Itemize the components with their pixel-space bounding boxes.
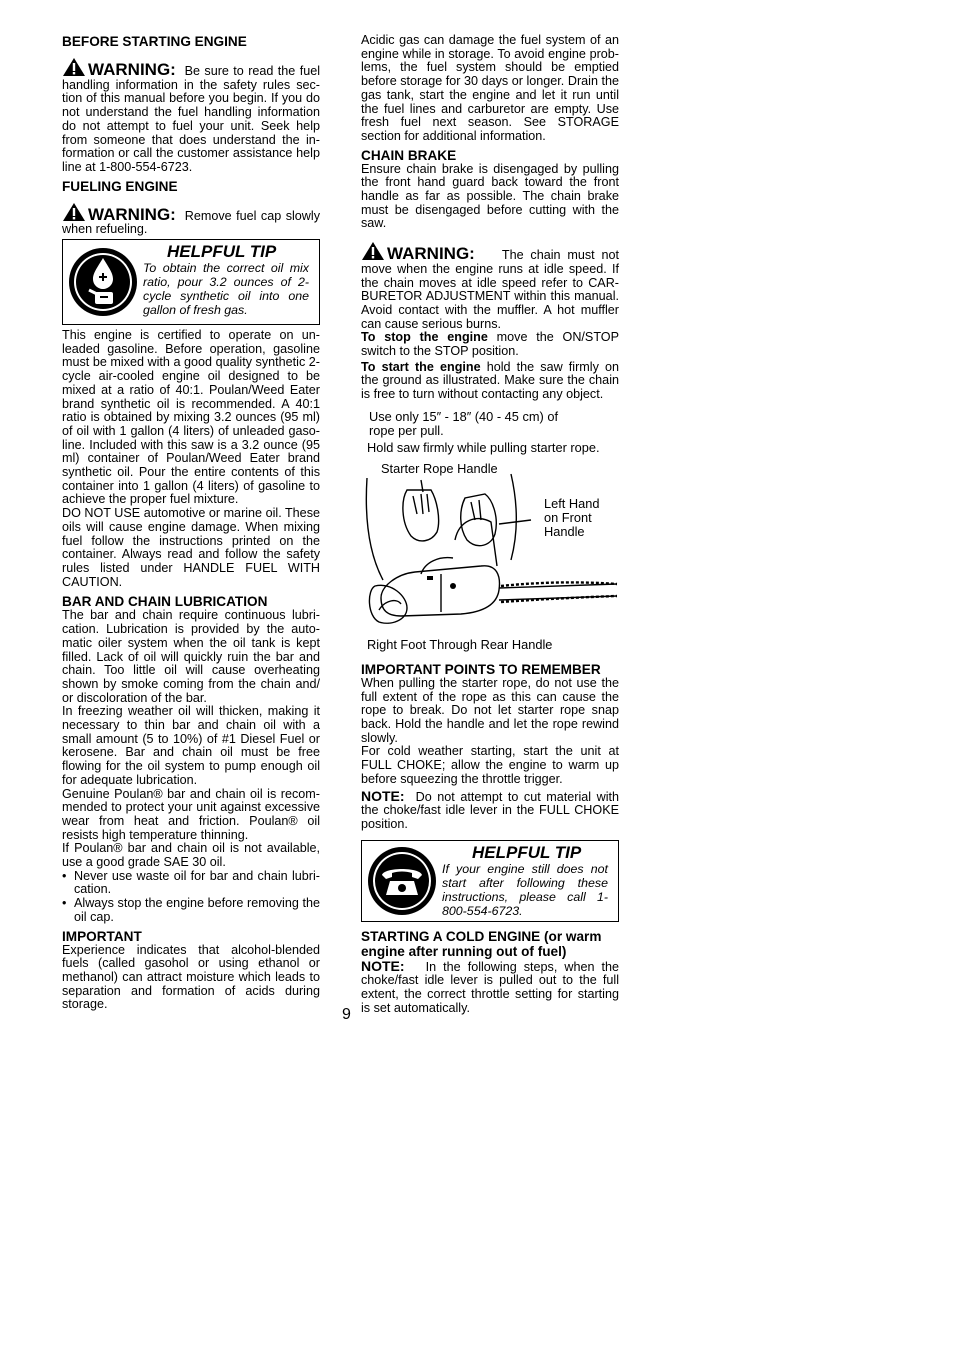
start-engine-paragraph	[361, 361, 619, 402]
important-points-paragraph-2: For cold weather starting, start the unit at FULL CHOKE; allow the engine to warm up before squeezing the throttle trigger.	[361, 744, 619, 786]
stop-engine-paragraph	[361, 331, 619, 358]
before-starting-heading: BEFORE STARTING ENGINE	[62, 34, 247, 49]
list-item: • Always stop the engine before removing the oil cap.	[74, 897, 320, 924]
note-text: In the following steps, when the choke/fast idle lever is pulled out to the full extent, the correct throttle setting for starting is set automatically.	[361, 959, 619, 1015]
lubrication-paragraph-4: If Poulan® bar and chain oil is not available, use a good grade SAE 30 oil.	[62, 841, 320, 870]
warning-chain-idle	[361, 241, 619, 331]
helpful-tip-title: HELPFUL TIP	[472, 842, 582, 862]
acidic-gas-paragraph: Acidic gas can damage the fuel system of an engine while in storage. To avoid engine problems, the fuel system should be emptied before storage for 30 days or longer. Drain the gas tank, start the engine and let it run until the fuel lines and carburetor are empty. Use fresh fuel next season. See STORAGE section for additional information.	[361, 33, 619, 143]
important-paragraph: Experience indicates that alcohol-blended fuels (called gasohol or using ethanol or methanol) can attract moisture which leads to separation and formation of acids during storage.	[62, 942, 320, 1012]
warning-triangle-icon	[361, 241, 385, 261]
chainsaw-starting-illustration	[361, 470, 619, 630]
note-full-choke	[361, 787, 620, 832]
warning-label: WARNING:	[387, 244, 475, 264]
warning-triangle-icon	[62, 57, 86, 77]
note-label: NOTE:	[361, 957, 405, 974]
start-engine-label: To start the engine	[361, 359, 481, 374]
label-line: Left Hand	[544, 495, 600, 511]
phone-icon	[366, 845, 438, 917]
warning-triangle-icon	[62, 202, 86, 222]
lubrication-paragraph-3: Genuine Poulan® bar and chain oil is recommended to protect your unit against excessive wear from heat and friction. Poulan® oil resists high temperature thinning.	[62, 786, 320, 842]
fuel-paragraph-2: DO NOT USE automotive or marine oil. These oils will cause engine damage. When mixing fuel follow the instructions printed on the container. Always read and follow the safety rules listed under HANDLE FUEL WITH CAUTION.	[62, 506, 320, 589]
label-line: on Front	[544, 509, 592, 525]
tip-icon-area	[63, 240, 143, 324]
chain-brake-paragraph: Ensure chain brake is disengaged by pulling the front hand guard back toward the front handle as far as possible. The chain brake must be disengaged before cutting with the saw.	[361, 161, 619, 231]
label-starter-rope-handle: Starter Rope Handle	[381, 460, 498, 476]
warning-text: The chain must not move when the engine runs at idle speed. If the chain moves at idle speed refer to CARBURETOR ADJUSTMENT within this manual. Avoid contact with the muffler. A hot muffler can cause serious burns.	[361, 248, 619, 331]
starting-cold-engine-heading: STARTING A COLD ENGINE (or warm engine after running out of fuel)	[361, 928, 602, 959]
bar-chain-lubrication-heading: BAR AND CHAIN LUBRICATION	[62, 594, 268, 610]
lubrication-paragraph-2: In freezing weather oil will thicken, making it necessary to thin bar and chain oil with a small amount (5 to 10%) of #1 Diesel Fuel or kerosene. Bar and chain oil must be free flowing for the oil system to pump enough oil for adequate lubrication.	[62, 704, 320, 787]
starting-figure	[361, 410, 619, 656]
list-item: • Never use waste oil for bar and chain lubrication.	[74, 870, 320, 897]
helpful-tip-text: To obtain the correct oil mix ratio, pour 3.2 ounces of 2-cycle synthetic oil into one gallon of fresh gas.	[143, 261, 309, 318]
helpful-tip-call	[361, 840, 619, 922]
stop-engine-label: To stop the engine	[361, 330, 488, 345]
chain-brake-heading: CHAIN BRAKE	[361, 147, 457, 163]
warning-fuel-cap	[62, 202, 320, 237]
figure-caption-line: rope per pull.	[369, 423, 444, 439]
figure-caption-line: Use only 15″ - 18″ (40 - 45 cm) of	[369, 408, 559, 424]
left-column	[62, 34, 320, 1012]
warning-fuel-handling	[62, 57, 320, 175]
label-right-foot-rear-handle: Right Foot Through Rear Handle	[367, 636, 553, 652]
label-line: Handle	[544, 523, 585, 539]
helpful-tip-title: HELPFUL TIP	[167, 242, 277, 262]
note-throttle-setting	[361, 957, 619, 1016]
helpful-tip-oil-mix	[62, 239, 320, 325]
note-label: NOTE:	[361, 787, 405, 804]
figure-caption-rope-length	[369, 410, 558, 439]
warning-label: WARNING:	[88, 60, 176, 79]
lubrication-paragraph-1: The bar and chain require continuous lubrication. Lubrication is provided by the automatic oiler system when the oil tank is kept filled. Lack of oil will quickly ruin the bar and chain. Too little oil will cause overheating shown by smoke coming from the chain and/ or discoloration of the bar.	[62, 608, 320, 705]
tip-icon-area	[362, 841, 442, 921]
fueling-engine-heading: FUELING ENGINE	[62, 178, 178, 194]
note-text: Do not attempt to cut material with the choke/fast idle lever in the FULL CHOKE position.	[361, 789, 620, 831]
important-points-heading: IMPORTANT POINTS TO REMEMBER	[361, 661, 601, 677]
stop-engine-text: move the ON/STOP switch to the STOP position.	[361, 330, 619, 359]
lubrication-bullet-list	[62, 870, 320, 925]
page-number: 9	[342, 1006, 351, 1023]
fuel-paragraph-1: This engine is certified to operate on unleaded gasoline. Before operation, gasoline must be mixed with a good quality synthetic 2-cycle air-cooled engine oil designed to be mixed at a ratio of 40:1. Poulan/Weed Eater brand synthetic oil is recommended. A 40:1 ratio is obtained by mixing 3.2 ounces (95 ml) of oil with 1 gallon (4 liters) of unleaded gasoline. Included with this saw is a 3.2 ounce (95 ml) container of Poulan/Weed Eater brand synthetic oil. Pour the entire contents of this container into 1 gallon (4 liters) of gasoline to achieve the proper fuel mixture.	[62, 328, 320, 507]
fuel-drop-icon	[67, 246, 139, 318]
important-heading: IMPORTANT	[62, 928, 142, 944]
warning-text: Be sure to read the fuel handling information in the safety rules section of this manual before you begin. If you do not understand the fuel handling information do not attempt to fuel your unit. Seek help from someone that does understand the information or call the customer assistance help line at 1-800-554-6723.	[62, 64, 321, 174]
warning-label: WARNING:	[88, 204, 176, 224]
start-engine-text: hold the saw firmly on the ground as illustrated. Make sure the chain is free to turn without contacting any object.	[361, 359, 619, 402]
warning-text: Remove fuel cap slowly when refueling.	[62, 208, 320, 237]
helpful-tip-text: If your engine still does not start after following these instructions, please call 1-800-554-6723.	[442, 861, 608, 918]
figure-caption-hold-saw: Hold saw firmly while pulling starter rope.	[367, 439, 600, 455]
important-points-paragraph-1: When pulling the starter rope, do not use the full extent of the rope as this can cause the rope to break. Do not let starter rope snap back. Hold the handle and let the rope rewind slowly.	[361, 675, 619, 745]
right-column	[361, 34, 619, 1015]
